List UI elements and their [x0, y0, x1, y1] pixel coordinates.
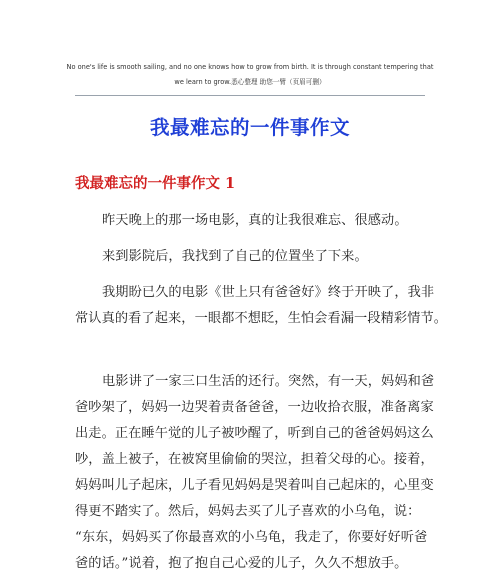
paragraph-line: 妈妈叫儿子起床，儿子看见妈妈是哭着叫自己起床的，心里变: [75, 478, 434, 493]
paragraph-line: 来到影院后，我找到了自己的位置坐了下来。: [102, 249, 368, 264]
paragraph-line: 爸的话。”说着，抱了抱自己心爱的儿子，久久不想放手。: [75, 556, 408, 571]
paragraph-line: 昨天晚上的那一场电影，真的让我很难忘、很感动。: [102, 213, 408, 228]
paragraph-line: 常认真的看了起来，一眼都不想眨，生怕会看漏一段精彩情节。: [75, 311, 448, 326]
page-header-line-1: No one's life is smooth sailing, and no one knows how to grow from birth. It is through constant tempering that: [66, 63, 434, 71]
paragraph-line: 爸吵架了，妈妈一边哭着责备爸爸，一边收拾衣服，准备离家: [75, 400, 434, 415]
page-header-line-2: we learn to grow.悉心整理 助您一臂（页眉可删）: [174, 78, 326, 86]
document-title: 我最难忘的一件事作文: [149, 116, 350, 139]
header-divider: [75, 95, 425, 96]
paragraph-line: “东东，妈妈买了你最喜欢的小乌龟，我走了，你要好好听爸: [75, 530, 428, 545]
paragraph-line: 得更不踏实了。然后，妈妈去买了儿子喜欢的小乌龟，说：: [75, 504, 421, 519]
section-heading: 我最难忘的一件事作文 1: [75, 175, 236, 192]
paragraph-line: 电影讲了一家三口生活的还行。突然，有一天，妈妈和爸: [102, 374, 435, 389]
paragraph-line: 吵，盖上被子，在被窝里偷偷的哭泣，担着父母的心。接着，: [75, 452, 434, 467]
paragraph-line: 我期盼已久的电影《世上只有爸爸好》终于开映了，我非: [102, 285, 435, 300]
paragraph-line: 出走。正在睡午觉的儿子被吵醒了，听到自己的爸爸妈妈这么: [75, 426, 434, 441]
